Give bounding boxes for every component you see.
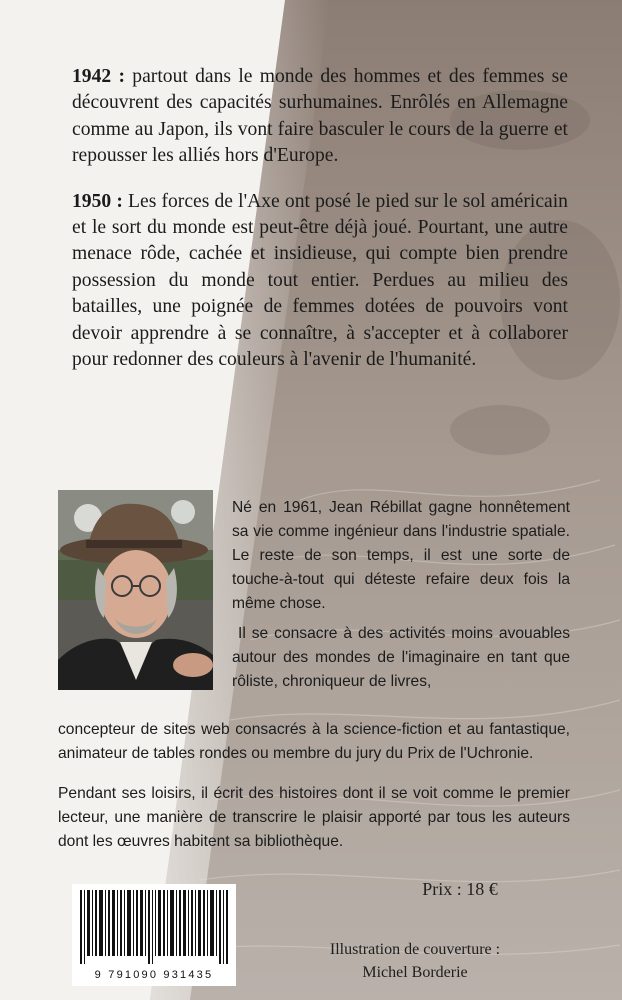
isbn-digits: 9 791090 931435 xyxy=(94,969,214,981)
author-photo xyxy=(58,490,213,690)
author-bio-paragraph-2b: concepteur de sites web consacrés à la science-fiction et au fantastique, animateur de tables rondes ou membre du jury du Prix de l'Uchronie. xyxy=(58,721,570,762)
synopsis-text-1950: Les forces de l'Axe ont posé le pied sur le sol américain et le sort du monde est peut-être déjà joué. Pourtant, une autre menace rôde, cachée et insidieuse, qui compte bien prendre possession du monde tout entier. Perdues au milieu des batailles, une poignée de femmes dotées de pouvoirs vont devoir apprendre à se connaître, à s'accepter et à collaborer pour redonner des couleurs à l'avenir de l'humanité. xyxy=(72,190,568,371)
illustration-credit xyxy=(300,938,530,984)
price-label: Prix : 18 € xyxy=(422,879,498,899)
author-bio-paragraph-1: Né en 1961, Jean Rébillat gagne honnêtement sa vie comme ingénieur dans l'industrie spatiale. Le reste de son temps, il est une sorte de touche-à-tout qui déteste refaire deux fois la même chose. xyxy=(232,499,570,612)
year-1942: 1942 : xyxy=(72,66,126,87)
synopsis xyxy=(72,64,568,392)
illustration-credit-label: Illustration de couverture : xyxy=(329,941,501,958)
synopsis-text-1942: partout dans le monde des hommes et des femmes se découvrent des capacités surhumaines. Enrôlés en Allemagne comme au Japon, ils vont faire basculer le cours de la guerre et repousser les alliés hors d'Europe. xyxy=(72,66,568,167)
illustration-credit-name: Michel Borderie xyxy=(362,964,468,981)
synopsis-paragraph-1942 xyxy=(72,64,568,170)
author-bio-paragraph-2a: Il se consacre à des activités moins avouables autour des mondes de l'imaginaire en tant que rôliste, chroniqueur de livres, xyxy=(232,625,570,690)
author-bio-paragraph-3: Pendant ses loisirs, il écrit des histoires dont il se voit comme le premier lecteur, une manière de transcrire le plaisir apporté par tous les auteurs dont les œuvres habitent sa bibliothèque. xyxy=(58,785,570,850)
synopsis-paragraph-1950 xyxy=(72,189,568,374)
year-1950: 1950 : xyxy=(72,190,123,212)
